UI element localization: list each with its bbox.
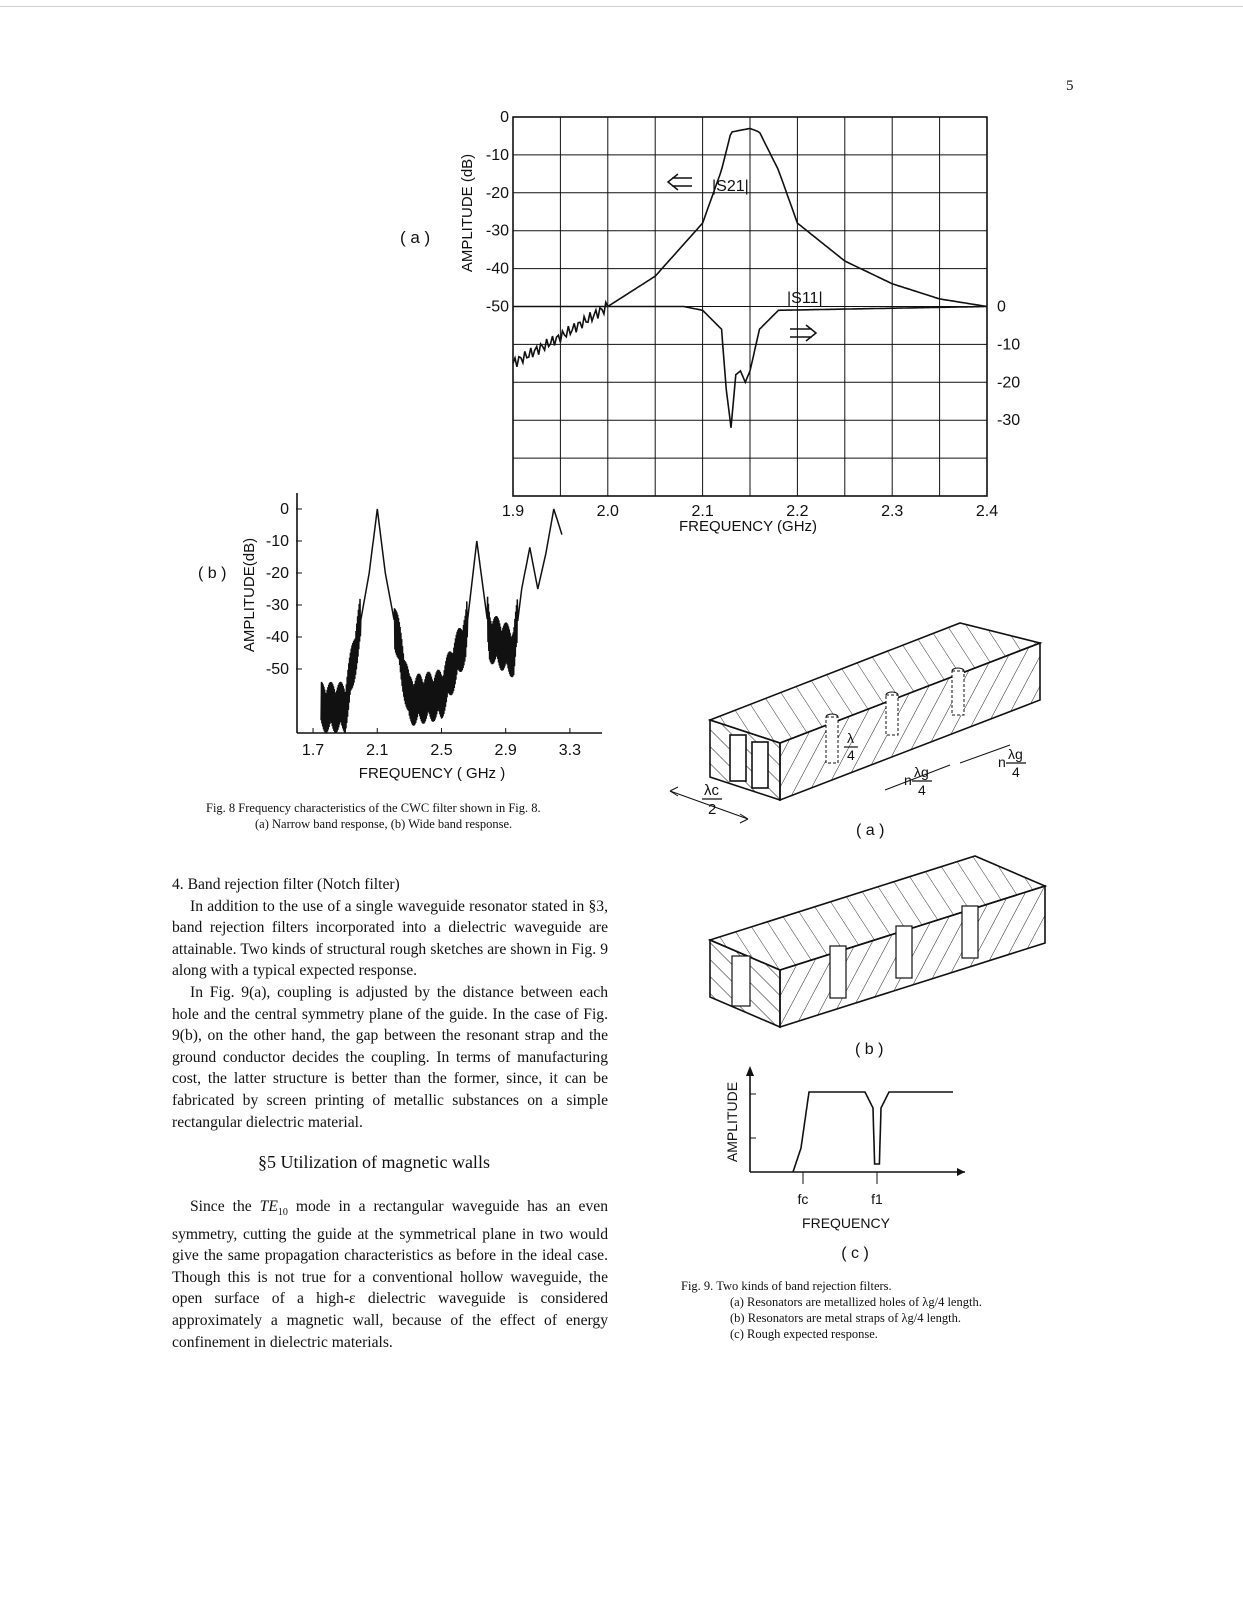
fig8a-x-tick: 2.1: [691, 503, 714, 520]
fig9-caption-line1: Fig. 9. Two kinds of band rejection filters.: [681, 1279, 892, 1293]
fig8b-y-tick-label: -10: [265, 533, 289, 550]
fig8b-y-tick-label: 0: [280, 501, 289, 518]
fig9c-f1-label: f1: [871, 1191, 883, 1207]
fig8a-right-arrow: [790, 325, 816, 341]
fig9-caption-line3: (b) Resonators are metal straps of λg/4 length.: [730, 1311, 961, 1325]
fig8a-chart: [380, 95, 1080, 550]
fig8a-y-tick-right: -10: [997, 336, 1021, 354]
fig9-caption: [681, 1278, 1081, 1342]
fig8-caption-line1: Fig. 8 Frequency characteristics of the CWC filter shown in Fig. 8.: [206, 801, 541, 815]
fig9c-response-line: [793, 1092, 953, 1172]
fig8a-y-tick-left: -50: [485, 298, 509, 316]
fig8b-y-tick-label: -40: [265, 629, 289, 646]
fig9a-lambda-c-num: λc: [704, 782, 719, 799]
fig8-caption: [206, 800, 626, 832]
fig8b-chart: [190, 485, 630, 790]
fig8a-x-tick: 1.9: [501, 503, 525, 520]
fig9a-n-lambda-g-num-1: λg: [914, 764, 929, 780]
page-number: 5: [1066, 78, 1074, 94]
fig8a-y-tick-left: -30: [485, 222, 509, 240]
section-5-body: [172, 1196, 608, 1353]
te-mode-subscript: 10: [277, 1207, 288, 1219]
fig9c-panel-label: ( c ): [841, 1245, 869, 1262]
fig9a-n-label-1: n: [904, 772, 912, 788]
fig9b-block: [710, 856, 1045, 1027]
fig8a-panel-label: ( a ): [400, 228, 431, 247]
fig9c-y-axis-title: AMPLITUDE: [724, 1081, 740, 1163]
fig9c-x-axis-title: FREQUENCY: [802, 1215, 890, 1231]
fig9c-y-arrow: [746, 1066, 754, 1076]
fig8-caption-line2: (a) Narrow band response, (b) Wide band response.: [255, 817, 513, 831]
paragraph-3: [172, 1196, 608, 1353]
fig9b-panel-label: ( b ): [855, 1041, 884, 1058]
fig8a-x-tick: 2.0: [596, 503, 619, 520]
fig8b-panel-label: ( b ): [198, 565, 227, 582]
fig9a-panel-label: ( a ): [856, 822, 885, 839]
fig8b-x-tick-label: 3.3: [558, 742, 582, 759]
paragraph-3-part2: mode in a rectangular waveguide has an even symmetry, cutting the guide at the symmetrical plane in two would give the same propagation characteristics as before in the ideal case. Though this is not true for a conventional hollow waveguide, the open surface of a high-ε dielectric waveguide is considered approximately a magnetic wall, because of the effect of energy confinement in dielectric materials.: [172, 1198, 608, 1351]
fig9c-curve: [793, 1092, 953, 1172]
fig9a-lambda-c-den: 2: [708, 801, 717, 818]
fig8b-x-tick-label: 1.7: [301, 742, 325, 759]
fig8a-y-tick-right: -20: [997, 374, 1021, 392]
fig8b-y-tick-label: -30: [265, 597, 289, 614]
fig9a-n-lambda-g-num-2: λg: [1008, 746, 1023, 762]
fig9-caption-line4: (c) Rough expected response.: [730, 1327, 878, 1341]
section-5-heading: §5 Utilization of magnetic walls: [258, 1152, 490, 1172]
fig8b-x-tick-label: 2.9: [494, 742, 517, 759]
paragraph-3-part1: Since the: [190, 1198, 260, 1215]
subsection-4-heading: 4. Band rejection filter (Notch filter): [172, 876, 400, 893]
fig8b-y-tick-label: -20: [265, 565, 289, 582]
fig9a-lambda-den: 4: [847, 747, 855, 763]
fig8a-left-arrow: [668, 174, 692, 190]
fig9a-n-lambda-g-den-1: 4: [918, 782, 926, 798]
fig8b-x-tick-label: 2.1: [366, 742, 389, 759]
fig9a-n-label-2: n: [998, 754, 1006, 770]
fig9a-block: [710, 623, 1040, 800]
fig9b-drawing: [700, 848, 1065, 1063]
fig8b-y-tick-label: -50: [265, 661, 289, 678]
fig8b-y-axis-title: AMPLITUDE(dB): [241, 537, 258, 653]
fig8b-curve: [321, 509, 562, 733]
fig8a-x-tick: 2.4: [975, 503, 999, 520]
fig8a-y-tick-right: 0: [997, 298, 1006, 316]
fig9c-x-arrow: [957, 1168, 965, 1176]
paragraph-2: In Fig. 9(a), coupling is adjusted by the distance between each hole and the central symmetry plane of the guide. In the case of Fig. 9(b), on the other hand, the gap between the resonant strap and the ground conductor decides the coupling. In terms of manufacturing cost, the latter structure is better than the former, since, it can be fabricated by screen printing of metallic substances on a simple rectangular dielectric material.: [172, 983, 608, 1131]
fig8a-y-tick-right: -30: [997, 412, 1021, 430]
fig9c-axes: [746, 1066, 965, 1184]
paragraph-1: In addition to the use of a single waveguide resonator stated in §3, band rejection filters incorporated into a dielectric waveguide are attainable. Two kinds of structural rough sketches are shown in Fig. 9 along with a typical expected response.: [172, 897, 608, 980]
page-top-rule: [0, 6, 1243, 7]
fig8b-response-line: [321, 509, 562, 733]
fig8a-s11-label: |S11|: [787, 290, 823, 307]
fig8a-y-tick-left: -40: [485, 260, 509, 278]
te-mode: TE: [259, 1198, 278, 1215]
fig9c-chart: [715, 1060, 985, 1265]
fig8a-x-axis-title: FREQUENCY (GHz): [678, 518, 818, 535]
body-text-column: [172, 874, 608, 1133]
fig8b-x-axis-title: FREQUENCY ( GHz ): [358, 765, 506, 782]
fig8a-s21-label: |S21|: [712, 178, 749, 195]
fig9c-fc-label: fc: [797, 1191, 809, 1207]
fig8a-y-tick-left: 0: [500, 109, 509, 126]
fig8a-x-tick: 2.3: [881, 503, 904, 520]
fig9a-n-lambda-g-den-2: 4: [1012, 764, 1020, 780]
fig8a-y-axis-title: AMPLITUDE (dB): [459, 153, 476, 273]
fig9a-lambda-num: λ: [847, 730, 854, 746]
fig9-caption-line2: (a) Resonators are metallized holes of λg/4 length.: [730, 1295, 982, 1309]
fig8a-y-tick-left: -20: [485, 184, 509, 202]
fig8a-x-tick: 2.2: [786, 503, 809, 520]
fig9a-drawing: [660, 595, 1065, 845]
fig8b-x-tick-label: 2.5: [430, 742, 453, 759]
fig8a-y-tick-left: -10: [485, 146, 509, 164]
